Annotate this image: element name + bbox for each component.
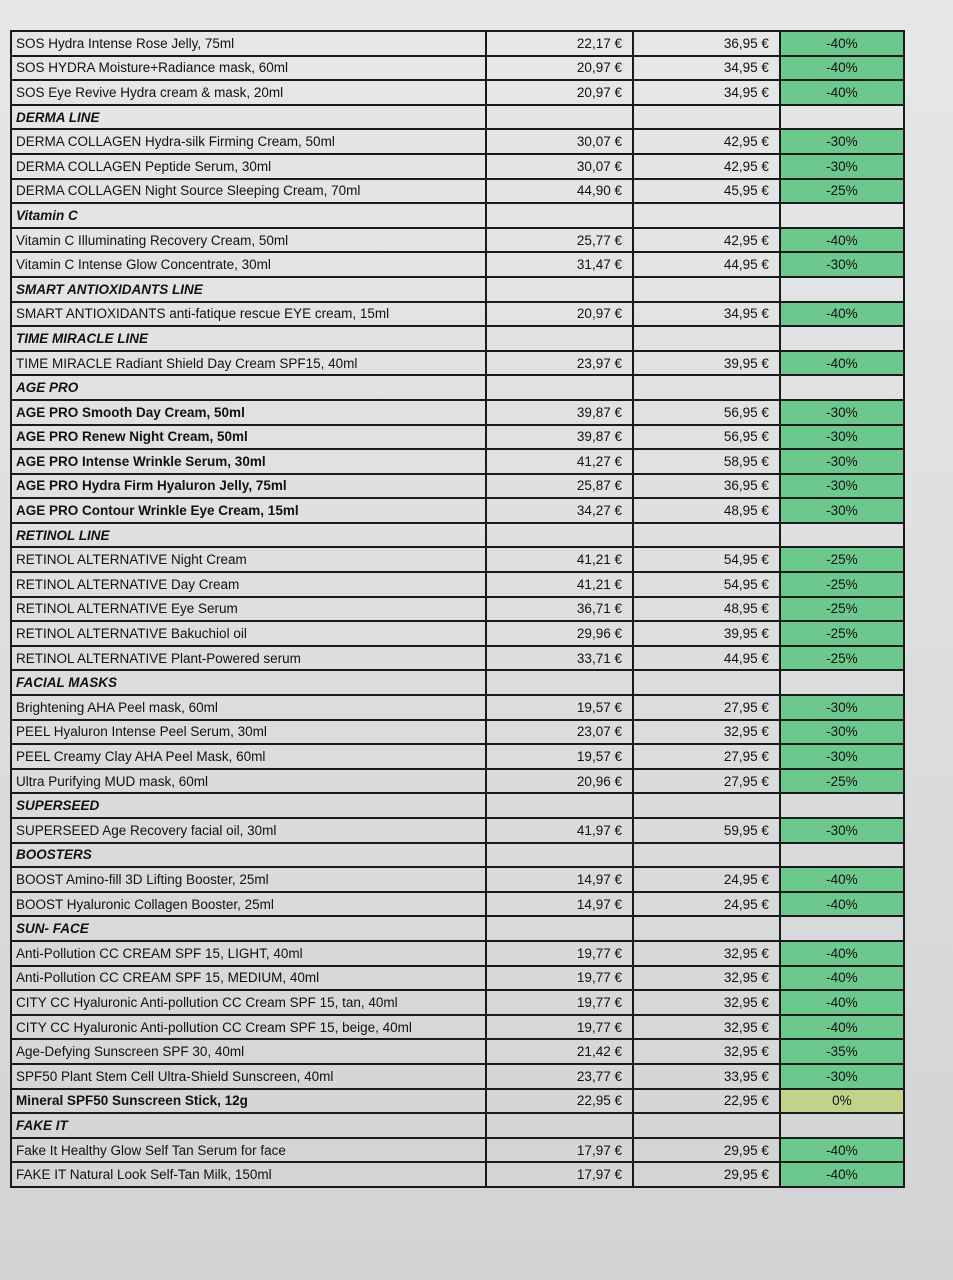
product-name-cell: AGE PRO Hydra Firm Hyaluron Jelly, 75ml <box>11 474 486 499</box>
original-price-cell: 42,95 € <box>633 228 780 253</box>
sale-price-cell: 25,77 € <box>486 228 633 253</box>
sale-price-cell: 21,42 € <box>486 1039 633 1064</box>
sale-price-cell: 19,77 € <box>486 941 633 966</box>
product-name-cell: Anti-Pollution CC CREAM SPF 15, MEDIUM, 40ml <box>11 966 486 991</box>
original-price-cell: 56,95 € <box>633 400 780 425</box>
discount-cell: -40% <box>780 31 904 56</box>
discount-cell <box>780 203 904 228</box>
sale-price-cell <box>486 523 633 548</box>
discount-cell: -40% <box>780 351 904 376</box>
original-price-cell <box>633 1113 780 1138</box>
original-price-cell: 39,95 € <box>633 351 780 376</box>
product-name-cell: Age-Defying Sunscreen SPF 30, 40ml <box>11 1039 486 1064</box>
sale-price-cell <box>486 203 633 228</box>
section-title: FAKE IT <box>11 1113 486 1138</box>
sale-price-cell: 41,27 € <box>486 449 633 474</box>
sale-price-cell <box>486 916 633 941</box>
original-price-cell <box>633 326 780 351</box>
discount-cell: -40% <box>780 990 904 1015</box>
original-price-cell: 34,95 € <box>633 56 780 81</box>
original-price-cell <box>633 670 780 695</box>
sale-price-cell: 34,27 € <box>486 498 633 523</box>
original-price-cell: 45,95 € <box>633 179 780 204</box>
original-price-cell <box>633 277 780 302</box>
original-price-cell: 32,95 € <box>633 720 780 745</box>
section-title: SUPERSEED <box>11 793 486 818</box>
original-price-cell: 24,95 € <box>633 892 780 917</box>
product-row <box>11 1162 904 1187</box>
product-row <box>11 990 904 1015</box>
product-name-cell: RETINOL ALTERNATIVE Bakuchiol oil <box>11 621 486 646</box>
discount-cell: -30% <box>780 449 904 474</box>
sale-price-cell: 19,57 € <box>486 695 633 720</box>
product-name-cell: PEEL Creamy Clay AHA Peel Mask, 60ml <box>11 744 486 769</box>
discount-cell: -25% <box>780 597 904 622</box>
product-row <box>11 154 904 179</box>
product-row <box>11 56 904 81</box>
discount-cell: -40% <box>780 966 904 991</box>
sale-price-cell: 23,97 € <box>486 351 633 376</box>
discount-cell: -25% <box>780 646 904 671</box>
discount-cell: -30% <box>780 154 904 179</box>
product-name-cell: Brightening AHA Peel mask, 60ml <box>11 695 486 720</box>
sale-price-cell: 36,71 € <box>486 597 633 622</box>
product-row <box>11 818 904 843</box>
section-title: AGE PRO <box>11 375 486 400</box>
product-row <box>11 1138 904 1163</box>
original-price-cell: 44,95 € <box>633 646 780 671</box>
discount-cell: -30% <box>780 818 904 843</box>
original-price-cell: 29,95 € <box>633 1138 780 1163</box>
original-price-cell: 48,95 € <box>633 597 780 622</box>
discount-cell: -35% <box>780 1039 904 1064</box>
discount-cell: -40% <box>780 1138 904 1163</box>
sale-price-cell: 20,97 € <box>486 302 633 327</box>
product-row <box>11 1039 904 1064</box>
product-row <box>11 351 904 376</box>
product-name-cell: SMART ANTIOXIDANTS anti-fatique rescue EYE cream, 15ml <box>11 302 486 327</box>
original-price-cell <box>633 375 780 400</box>
sale-price-cell: 33,71 € <box>486 646 633 671</box>
original-price-cell: 59,95 € <box>633 818 780 843</box>
product-row <box>11 1015 904 1040</box>
original-price-cell: 32,95 € <box>633 966 780 991</box>
product-row <box>11 302 904 327</box>
section-header-row <box>11 843 904 868</box>
section-header-row <box>11 375 904 400</box>
product-row <box>11 720 904 745</box>
product-row <box>11 179 904 204</box>
discount-cell: -40% <box>780 302 904 327</box>
original-price-cell: 34,95 € <box>633 302 780 327</box>
product-name-cell: BOOST Hyaluronic Collagen Booster, 25ml <box>11 892 486 917</box>
product-name-cell: TIME MIRACLE Radiant Shield Day Cream SPF15, 40ml <box>11 351 486 376</box>
product-name-cell: AGE PRO Intense Wrinkle Serum, 30ml <box>11 449 486 474</box>
sale-price-cell: 20,97 € <box>486 56 633 81</box>
sale-price-cell <box>486 843 633 868</box>
original-price-cell: 42,95 € <box>633 154 780 179</box>
product-row <box>11 498 904 523</box>
discount-cell <box>780 670 904 695</box>
sale-price-cell: 20,96 € <box>486 769 633 794</box>
product-row <box>11 867 904 892</box>
original-price-cell: 22,95 € <box>633 1089 780 1114</box>
sale-price-cell: 20,97 € <box>486 80 633 105</box>
section-title: DERMA LINE <box>11 105 486 130</box>
product-row <box>11 31 904 56</box>
product-name-cell: CITY CC Hyaluronic Anti-pollution CC Cream SPF 15, tan, 40ml <box>11 990 486 1015</box>
product-row <box>11 695 904 720</box>
product-name-cell: RETINOL ALTERNATIVE Plant-Powered serum <box>11 646 486 671</box>
product-name-cell: SOS Hydra Intense Rose Jelly, 75ml <box>11 31 486 56</box>
sale-price-cell <box>486 277 633 302</box>
sale-price-cell: 22,17 € <box>486 31 633 56</box>
section-header-row <box>11 1113 904 1138</box>
sale-price-cell: 39,87 € <box>486 425 633 450</box>
product-name-cell: DERMA COLLAGEN Night Source Sleeping Cream, 70ml <box>11 179 486 204</box>
product-row <box>11 228 904 253</box>
discount-cell: -40% <box>780 892 904 917</box>
product-name-cell: BOOST Amino-fill 3D Lifting Booster, 25ml <box>11 867 486 892</box>
original-price-cell <box>633 105 780 130</box>
section-title: RETINOL LINE <box>11 523 486 548</box>
sale-price-cell: 41,21 € <box>486 547 633 572</box>
discount-cell <box>780 105 904 130</box>
product-row <box>11 474 904 499</box>
sale-price-cell: 41,97 € <box>486 818 633 843</box>
product-name-cell: Mineral SPF50 Sunscreen Stick, 12g <box>11 1089 486 1114</box>
price-list-sheet <box>10 30 905 1188</box>
sale-price-cell: 14,97 € <box>486 867 633 892</box>
discount-cell: -40% <box>780 228 904 253</box>
product-name-cell: Anti-Pollution CC CREAM SPF 15, LIGHT, 40ml <box>11 941 486 966</box>
original-price-cell: 33,95 € <box>633 1064 780 1089</box>
section-header-row <box>11 326 904 351</box>
sale-price-cell <box>486 670 633 695</box>
original-price-cell <box>633 916 780 941</box>
product-row <box>11 425 904 450</box>
sale-price-cell: 44,90 € <box>486 179 633 204</box>
sale-price-cell: 25,87 € <box>486 474 633 499</box>
original-price-cell: 44,95 € <box>633 252 780 277</box>
section-header-row <box>11 916 904 941</box>
product-row <box>11 892 904 917</box>
discount-cell: -30% <box>780 252 904 277</box>
sale-price-cell: 19,77 € <box>486 966 633 991</box>
discount-cell: -40% <box>780 80 904 105</box>
product-row <box>11 1089 904 1114</box>
sale-price-cell: 39,87 € <box>486 400 633 425</box>
discount-cell: -40% <box>780 1015 904 1040</box>
discount-cell: -30% <box>780 425 904 450</box>
sale-price-cell <box>486 326 633 351</box>
discount-cell <box>780 277 904 302</box>
product-name-cell: CITY CC Hyaluronic Anti-pollution CC Cream SPF 15, beige, 40ml <box>11 1015 486 1040</box>
product-name-cell: PEEL Hyaluron Intense Peel Serum, 30ml <box>11 720 486 745</box>
original-price-cell: 48,95 € <box>633 498 780 523</box>
product-name-cell: AGE PRO Smooth Day Cream, 50ml <box>11 400 486 425</box>
price-table-body <box>11 31 904 1187</box>
sale-price-cell: 30,07 € <box>486 129 633 154</box>
product-name-cell: SPF50 Plant Stem Cell Ultra-Shield Sunscreen, 40ml <box>11 1064 486 1089</box>
sale-price-cell: 19,77 € <box>486 990 633 1015</box>
product-name-cell: DERMA COLLAGEN Hydra-silk Firming Cream, 50ml <box>11 129 486 154</box>
original-price-cell <box>633 843 780 868</box>
discount-cell: 0% <box>780 1089 904 1114</box>
discount-cell: -40% <box>780 56 904 81</box>
section-title: SUN- FACE <box>11 916 486 941</box>
product-name-cell: AGE PRO Renew Night Cream, 50ml <box>11 425 486 450</box>
section-header-row <box>11 793 904 818</box>
product-row <box>11 646 904 671</box>
discount-cell: -25% <box>780 769 904 794</box>
discount-cell: -40% <box>780 867 904 892</box>
original-price-cell: 39,95 € <box>633 621 780 646</box>
sale-price-cell: 23,07 € <box>486 720 633 745</box>
product-row <box>11 252 904 277</box>
discount-cell: -30% <box>780 720 904 745</box>
section-header-row <box>11 277 904 302</box>
original-price-cell: 27,95 € <box>633 695 780 720</box>
original-price-cell: 42,95 € <box>633 129 780 154</box>
section-header-row <box>11 105 904 130</box>
discount-cell <box>780 375 904 400</box>
product-row <box>11 597 904 622</box>
discount-cell: -30% <box>780 129 904 154</box>
sale-price-cell <box>486 375 633 400</box>
original-price-cell: 36,95 € <box>633 474 780 499</box>
discount-cell <box>780 793 904 818</box>
product-row <box>11 941 904 966</box>
original-price-cell: 54,95 € <box>633 547 780 572</box>
original-price-cell: 32,95 € <box>633 1039 780 1064</box>
discount-cell: -30% <box>780 400 904 425</box>
discount-cell: -30% <box>780 744 904 769</box>
sale-price-cell <box>486 1113 633 1138</box>
original-price-cell <box>633 523 780 548</box>
original-price-cell: 32,95 € <box>633 1015 780 1040</box>
section-title: FACIAL MASKS <box>11 670 486 695</box>
sale-price-cell: 17,97 € <box>486 1162 633 1187</box>
discount-cell <box>780 843 904 868</box>
discount-cell <box>780 916 904 941</box>
product-row <box>11 400 904 425</box>
section-title: BOOSTERS <box>11 843 486 868</box>
product-row <box>11 572 904 597</box>
original-price-cell: 56,95 € <box>633 425 780 450</box>
original-price-cell: 27,95 € <box>633 744 780 769</box>
discount-cell: -30% <box>780 498 904 523</box>
sale-price-cell: 29,96 € <box>486 621 633 646</box>
product-name-cell: AGE PRO Contour Wrinkle Eye Cream, 15ml <box>11 498 486 523</box>
product-name-cell: RETINOL ALTERNATIVE Day Cream <box>11 572 486 597</box>
original-price-cell: 36,95 € <box>633 31 780 56</box>
product-name-cell: Ultra Purifying MUD mask, 60ml <box>11 769 486 794</box>
discount-cell: -40% <box>780 941 904 966</box>
sale-price-cell: 30,07 € <box>486 154 633 179</box>
product-name-cell: RETINOL ALTERNATIVE Eye Serum <box>11 597 486 622</box>
price-table <box>10 30 905 1188</box>
product-row <box>11 744 904 769</box>
discount-cell: -30% <box>780 1064 904 1089</box>
sale-price-cell <box>486 793 633 818</box>
discount-cell <box>780 326 904 351</box>
original-price-cell <box>633 203 780 228</box>
product-row <box>11 769 904 794</box>
discount-cell: -30% <box>780 474 904 499</box>
original-price-cell: 54,95 € <box>633 572 780 597</box>
original-price-cell <box>633 793 780 818</box>
product-row <box>11 449 904 474</box>
discount-cell: -40% <box>780 1162 904 1187</box>
original-price-cell: 34,95 € <box>633 80 780 105</box>
section-header-row <box>11 523 904 548</box>
product-row <box>11 547 904 572</box>
original-price-cell: 24,95 € <box>633 867 780 892</box>
discount-cell: -30% <box>780 695 904 720</box>
sale-price-cell: 23,77 € <box>486 1064 633 1089</box>
product-name-cell: Vitamin C Illuminating Recovery Cream, 50ml <box>11 228 486 253</box>
discount-cell <box>780 523 904 548</box>
section-title: Vitamin C <box>11 203 486 228</box>
sale-price-cell: 19,77 € <box>486 1015 633 1040</box>
product-name-cell: SOS HYDRA Moisture+Radiance mask, 60ml <box>11 56 486 81</box>
product-row <box>11 129 904 154</box>
section-title: TIME MIRACLE LINE <box>11 326 486 351</box>
product-name-cell: SOS Eye Revive Hydra cream & mask, 20ml <box>11 80 486 105</box>
discount-cell <box>780 1113 904 1138</box>
discount-cell: -25% <box>780 179 904 204</box>
original-price-cell: 27,95 € <box>633 769 780 794</box>
section-header-row <box>11 203 904 228</box>
original-price-cell: 32,95 € <box>633 990 780 1015</box>
product-row <box>11 966 904 991</box>
original-price-cell: 32,95 € <box>633 941 780 966</box>
original-price-cell: 58,95 € <box>633 449 780 474</box>
sale-price-cell: 41,21 € <box>486 572 633 597</box>
original-price-cell: 29,95 € <box>633 1162 780 1187</box>
sale-price-cell: 22,95 € <box>486 1089 633 1114</box>
discount-cell: -25% <box>780 547 904 572</box>
product-name-cell: Fake It Healthy Glow Self Tan Serum for face <box>11 1138 486 1163</box>
product-row <box>11 1064 904 1089</box>
product-row <box>11 80 904 105</box>
section-header-row <box>11 670 904 695</box>
sale-price-cell: 31,47 € <box>486 252 633 277</box>
product-name-cell: FAKE IT Natural Look Self-Tan Milk, 150ml <box>11 1162 486 1187</box>
product-row <box>11 621 904 646</box>
discount-cell: -25% <box>780 572 904 597</box>
discount-cell: -25% <box>780 621 904 646</box>
product-name-cell: Vitamin C Intense Glow Concentrate, 30ml <box>11 252 486 277</box>
product-name-cell: DERMA COLLAGEN Peptide Serum, 30ml <box>11 154 486 179</box>
sale-price-cell <box>486 105 633 130</box>
sale-price-cell: 19,57 € <box>486 744 633 769</box>
sale-price-cell: 17,97 € <box>486 1138 633 1163</box>
product-name-cell: RETINOL ALTERNATIVE Night Cream <box>11 547 486 572</box>
section-title: SMART ANTIOXIDANTS LINE <box>11 277 486 302</box>
product-name-cell: SUPERSEED Age Recovery facial oil, 30ml <box>11 818 486 843</box>
sale-price-cell: 14,97 € <box>486 892 633 917</box>
